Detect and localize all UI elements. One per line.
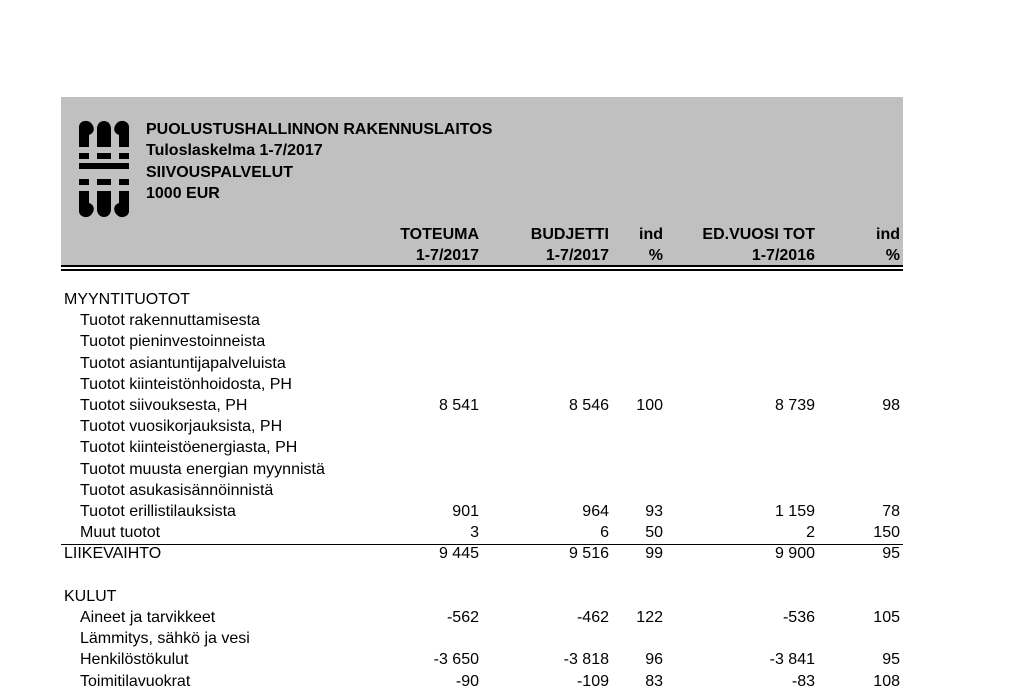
table-row: [0, 289, 1024, 310]
row-value: 150: [873, 524, 900, 542]
table-row: [0, 543, 1024, 564]
unit-name: SIIVOUSPALVELUT: [146, 163, 293, 181]
row-value: 99: [645, 545, 663, 563]
report-title: Tuloslaskelma 1-7/2017: [146, 142, 323, 160]
row-label: MYYNTITUOTOT: [64, 291, 190, 308]
row-value: -90: [455, 672, 479, 690]
row-value: 8 541: [438, 397, 479, 414]
currency-label: 1000 EUR: [146, 184, 220, 202]
row-label: Lämmitys, sähkö ja vesi: [80, 630, 250, 648]
column-header-line2: 1-7/2017: [545, 247, 609, 264]
row-value: 8 739: [774, 397, 815, 414]
organization-name: PUOLUSTUSHALLINNON RAKENNUSLAITOS: [146, 121, 493, 138]
column-header-line1: BUDJETTI: [530, 226, 609, 243]
column-header-toteuma: [400, 224, 479, 266]
row-value: 100: [636, 397, 663, 414]
table-row: [0, 586, 1024, 607]
column-header-line2: %: [648, 247, 663, 264]
column-header-line1: ind: [639, 226, 663, 243]
row-label: Tuotot vuosikorjauksista, PH: [80, 418, 283, 436]
row-label: Tuotot pieninvestoinneista: [80, 333, 266, 351]
table-row: [0, 480, 1024, 501]
row-label: Aineet ja tarvikkeet: [80, 609, 216, 626]
row-value: 8 546: [568, 397, 609, 414]
row-label: LIIKEVAIHTO: [64, 545, 162, 563]
row-value: 95: [882, 651, 900, 669]
row-value: 105: [873, 609, 900, 626]
column-header-budjetti: [531, 224, 609, 266]
row-value: 2: [806, 524, 815, 542]
row-value: 9 900: [774, 545, 815, 563]
table-row: [0, 628, 1024, 649]
row-value: 96: [645, 651, 663, 669]
row-value: 122: [636, 609, 663, 626]
row-value: 95: [882, 545, 900, 563]
header-double-rule-top: [61, 265, 903, 267]
column-header-ind-budget: [639, 224, 663, 266]
table-row: [0, 671, 1024, 692]
row-label: Henkilöstökulut: [80, 651, 189, 669]
table-row: [0, 437, 1024, 458]
table-row: [0, 459, 1024, 480]
table-row: [0, 374, 1024, 395]
row-label: Tuotot asiantuntijapalveluista: [80, 354, 286, 372]
row-value: 93: [645, 503, 663, 520]
table-row: [0, 565, 1024, 586]
row-label: Toimitilavuokrat: [80, 672, 191, 690]
column-header-line1: ED.VUOSI TOT: [702, 226, 815, 243]
row-value: 78: [882, 503, 900, 520]
column-header-line1: TOTEUMA: [400, 226, 479, 243]
row-value: -83: [791, 672, 815, 690]
table-row: [0, 649, 1024, 670]
table-row: [0, 331, 1024, 352]
row-value: -562: [446, 609, 479, 626]
table-row: [0, 310, 1024, 331]
row-value: 98: [882, 397, 900, 414]
table-row: [0, 522, 1024, 543]
row-value: 964: [582, 503, 609, 520]
row-value: 3: [470, 524, 479, 542]
column-header-ind-previous: [876, 224, 900, 266]
row-label: Muut tuotot: [80, 524, 161, 542]
row-label: Tuotot siivouksesta, PH: [80, 397, 248, 414]
row-value: -109: [576, 672, 609, 690]
row-label: Tuotot erillistilauksista: [80, 503, 236, 520]
column-header-line2: 1-7/2016: [751, 247, 815, 264]
row-value: 901: [452, 503, 479, 520]
table-row: [0, 607, 1024, 628]
row-value: 108: [873, 672, 900, 690]
row-value: 9 516: [568, 545, 609, 563]
row-label: Tuotot asukasisännöinnistä: [80, 481, 274, 499]
row-label: Tuotot muusta energian myynnistä: [80, 460, 325, 478]
subtotal-rule: [61, 544, 903, 545]
row-label: Tuotot rakennuttamisesta: [80, 312, 260, 330]
row-value: 6: [600, 524, 609, 542]
defence-forces-construction-logo-icon: [77, 119, 131, 219]
column-header-line1: ind: [876, 226, 900, 243]
row-value: 9 445: [438, 545, 479, 563]
row-label: Tuotot kiinteistönhoidosta, PH: [80, 375, 292, 393]
column-header-line2: 1-7/2017: [415, 247, 479, 264]
table-row: [0, 395, 1024, 416]
row-value: 1 159: [774, 503, 815, 520]
table-row: [0, 353, 1024, 374]
row-value: 83: [645, 672, 663, 690]
column-header-line2: %: [885, 247, 900, 264]
table-row: [0, 416, 1024, 437]
column-header-previous-year: [702, 224, 815, 266]
row-value: 50: [645, 524, 663, 542]
row-value: -3 841: [769, 651, 815, 669]
row-value: -3 818: [563, 651, 609, 669]
row-value: -462: [576, 609, 609, 626]
row-value: -536: [782, 609, 815, 626]
row-value: -3 650: [433, 651, 479, 669]
table-row: [0, 501, 1024, 522]
row-label: KULUT: [64, 587, 117, 605]
row-label: Tuotot kiinteistöenergiasta, PH: [80, 439, 298, 457]
header-double-rule-bottom: [61, 269, 903, 271]
report-title-block: [146, 119, 492, 204]
